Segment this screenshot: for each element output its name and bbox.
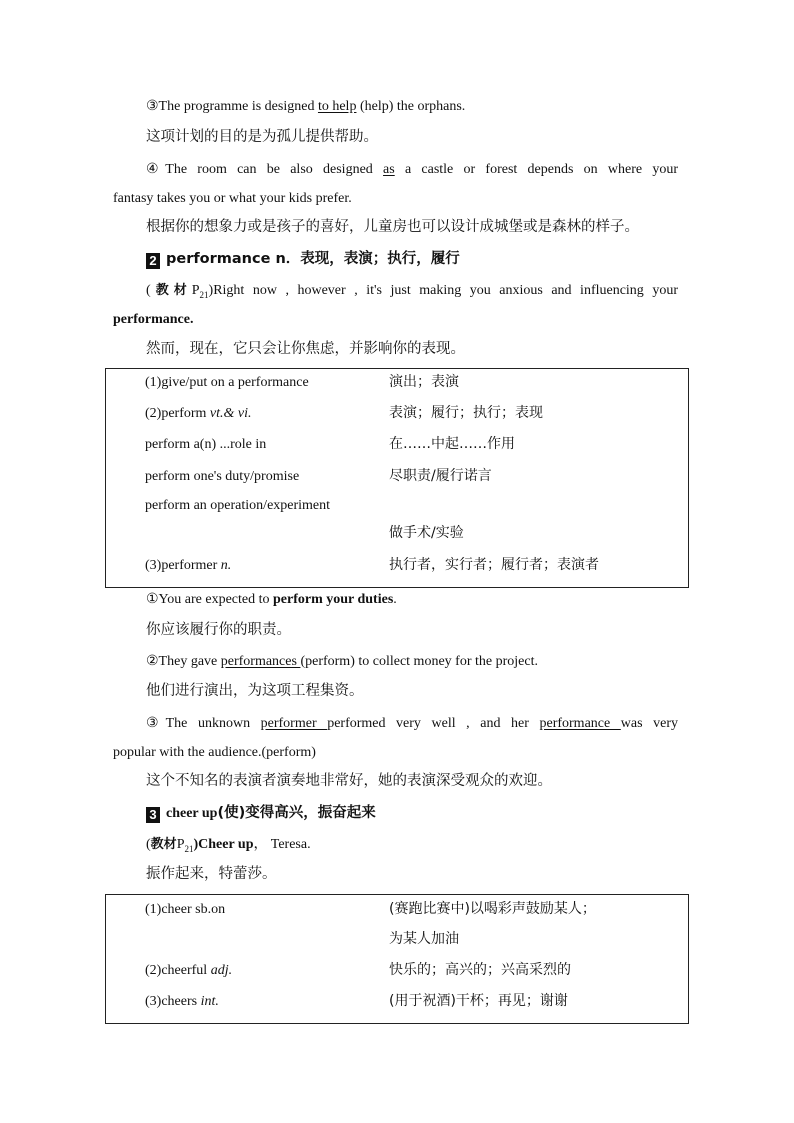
phrase-en: (1)cheer sb.on: [145, 902, 226, 917]
example-sentence: ③The programme is designed to help (help) the orphans.: [146, 99, 466, 114]
example-sentence: ①You are expected to perform your duties.: [146, 592, 397, 607]
translation: 这项计划的目的是为孤儿提供帮助。: [146, 129, 378, 145]
source-continued: performance.: [113, 312, 194, 327]
phrase-cn: 尽职责/履行诺言: [389, 468, 492, 484]
phrase-en: (3)performer n.: [145, 558, 232, 573]
translation: 振作起来，特蕾莎。: [146, 866, 277, 882]
phrase-en: (2)cheerful adj.: [145, 963, 233, 978]
phrase-en: (3)cheers int.: [145, 994, 219, 1009]
phrase-cn: 表演；履行；执行；表现: [389, 405, 543, 421]
phrase-en: perform a(n) ...role in: [145, 437, 267, 452]
phrase-cn: 为某人加油: [389, 931, 459, 947]
translation: 然而，现在，它只会让你焦虑，并影响你的表现。: [146, 341, 465, 357]
example-sentence-continued: popular with the audience.(perform): [113, 745, 316, 760]
textbook-source: (教材$P_{21})Cheer$ up， Teresa.: [146, 837, 311, 854]
answer-blank: performances: [220, 654, 301, 669]
translation: 根据你的想象力或是孩子的喜好，儿童房也可以设计成城堡或是森林的样子。: [146, 219, 639, 235]
section-heading: 3 cheer up(使)变得高兴，振奋起来: [146, 804, 376, 823]
textbook-label: 教材: [150, 837, 177, 852]
phrase-cn: 执行者，实行者；履行者；表演者: [389, 557, 599, 573]
phrase-box: [105, 368, 689, 588]
phrase-cn: (赛跑比赛中)以喝彩声鼓励某人；: [389, 901, 596, 917]
phrase-cn: 在……中起……作用: [389, 436, 515, 452]
translation: 这个不知名的表演者演奏地非常好，她的表演深受观众的欢迎。: [146, 773, 552, 789]
example-sentence-continued: fantasy takes you or what your kids prefer.: [113, 191, 352, 206]
translation: 他们进行演出，为这项工程集资。: [146, 683, 364, 699]
textbook-label: 教材: [150, 283, 192, 298]
phrase-cn: 快乐的；高兴的；兴高采烈的: [389, 962, 571, 978]
phrase-cn: 做手术/实验: [389, 525, 464, 541]
answer-blank: performer: [260, 716, 328, 731]
phrase-en: (2)perform vt.& vi.: [145, 406, 252, 421]
phrase-cn: (用于祝酒)干杯；再见；谢谢: [389, 993, 568, 1009]
phrase-en: (1)give/put on a performance: [145, 375, 309, 390]
textbook-source: (教材$P_{21})Right$ now , however , it's just making you anxious and influencing your: [146, 283, 678, 300]
phrase-en: perform an operation/experiment: [145, 498, 331, 513]
phrase-cn: 演出；表演: [389, 374, 459, 390]
section-number: 2: [146, 253, 160, 269]
answer-blank: as: [383, 162, 395, 177]
phrase-en: perform one's duty/promise: [145, 469, 300, 484]
section-number: 3: [146, 807, 160, 823]
example-sentence: ②They gave performances (perform) to collect money for the project.: [146, 654, 538, 669]
phrase-box: [105, 894, 689, 1024]
example-sentence: ③The unknown performer performed very well , and her performance was very: [146, 716, 679, 731]
answer-blank: performance: [539, 716, 621, 731]
example-sentence: ④The room can be also designed as a castle or forest depends on where your: [146, 162, 679, 177]
translation: 你应该履行你的职责。: [146, 622, 291, 638]
section-heading: 2 performance n．表现，表演；执行，履行: [146, 250, 460, 269]
answer-blank: to help: [317, 99, 357, 114]
